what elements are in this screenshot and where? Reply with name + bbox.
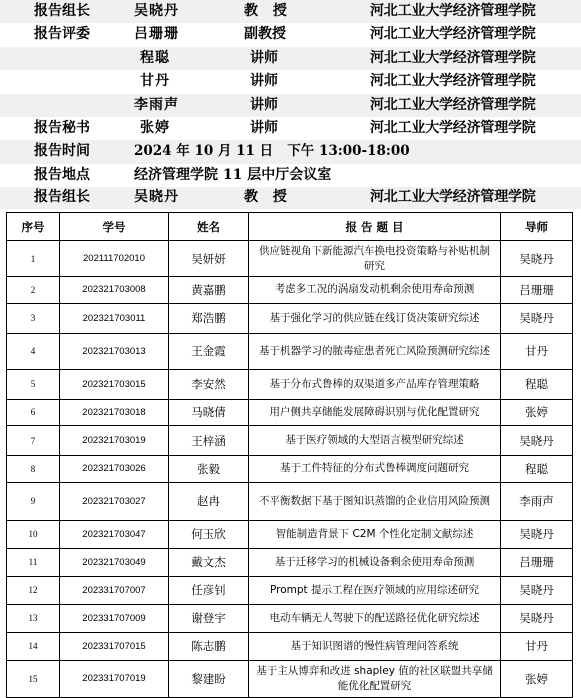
cell-advisor: 甘丹	[501, 333, 573, 369]
committee-name: 张婷	[140, 119, 170, 136]
cell-no: 7	[7, 426, 60, 456]
cell-name: 王梓涵	[169, 426, 249, 456]
table-row	[7, 482, 573, 520]
cell-name: 黎建盼	[169, 660, 249, 697]
committee-title: 副教授	[244, 26, 286, 43]
cell-name: 马晓倩	[169, 399, 249, 426]
committee-row	[0, 0, 581, 23]
committee-org: 河北工业大学经济管理学院	[370, 26, 536, 43]
committee-label: 报告秘书	[34, 119, 90, 136]
cell-name: 张毅	[169, 456, 249, 483]
table-row	[7, 303, 573, 333]
committee-org: 河北工业大学经济管理学院	[370, 119, 536, 136]
header-name: 姓名	[169, 213, 249, 241]
cell-name: 王金霞	[169, 333, 249, 369]
committee-org: 河北工业大学经济管理学院	[370, 73, 536, 90]
report-info-block	[0, 0, 581, 209]
cell-student-id: 202331707009	[60, 604, 169, 632]
cell-student-id: 202321703013	[60, 333, 169, 369]
cell-topic: 基于主从博弈和改进 shapley 值的社区联盟共享储能优化配置研究	[249, 660, 501, 697]
report-place-value: 经济管理学院 11 层中厅会议室	[134, 166, 332, 183]
committee-row	[0, 117, 581, 140]
committee-row	[0, 94, 581, 117]
table-row	[7, 426, 573, 456]
table-row	[7, 576, 573, 604]
cell-student-id: 202321703026	[60, 456, 169, 483]
cell-no: 14	[7, 632, 60, 660]
cell-name: 戴文杰	[169, 548, 249, 576]
header-advisor: 导师	[501, 213, 573, 241]
cell-name: 郑浩鹏	[169, 303, 249, 333]
committee-org: 河北工业大学经济管理学院	[370, 3, 536, 19]
cell-topic: 用户侧共享储能发展障碍识别与优化配置研究	[249, 399, 501, 426]
cell-name: 李安然	[169, 369, 249, 399]
cell-topic: 供应链视角下新能源汽车换电投资策略与补贴机制研究	[249, 241, 501, 277]
cell-name: 赵冉	[169, 482, 249, 520]
cell-no: 5	[7, 369, 60, 399]
cell-student-id: 202321703018	[60, 399, 169, 426]
header-student-id: 学号	[60, 213, 169, 241]
table-header-row	[7, 213, 573, 241]
cell-name: 何玉欣	[169, 520, 249, 548]
cell-no: 4	[7, 333, 60, 369]
cell-student-id: 202321703019	[60, 426, 169, 456]
cell-topic: 智能制造背景下 C2M 个性化定制文献综述	[249, 520, 501, 548]
cell-name: 黄嘉鹏	[169, 277, 249, 304]
table-row	[7, 277, 573, 304]
cell-no: 10	[7, 520, 60, 548]
committee-title: 讲师	[250, 119, 278, 136]
cell-no: 2	[7, 277, 60, 304]
cell-student-id: 202321703027	[60, 482, 169, 520]
cell-topic: 基于迁移学习的机械设备剩余使用寿命预测	[249, 548, 501, 576]
cell-student-id: 202331707015	[60, 632, 169, 660]
cell-advisor: 吴晓丹	[501, 426, 573, 456]
cell-topic: 基于机器学习的脓毒症患者死亡风险预测研究综述	[249, 333, 501, 369]
cell-advisor: 吴晓丹	[501, 576, 573, 604]
committee-row	[0, 23, 581, 46]
cell-no: 13	[7, 604, 60, 632]
committee-row	[0, 70, 581, 93]
cell-advisor: 吕珊珊	[501, 548, 573, 576]
table-row	[7, 548, 573, 576]
cell-no: 1	[7, 241, 60, 277]
cell-advisor: 吕珊珊	[501, 277, 573, 304]
committee-title: 讲师	[250, 49, 278, 66]
committee-row	[0, 187, 581, 209]
cell-name: 吴妍妍	[169, 241, 249, 277]
committee-org: 河北工业大学经济管理学院	[370, 189, 536, 206]
table-row	[7, 632, 573, 660]
committee-org: 河北工业大学经济管理学院	[370, 96, 536, 113]
cell-topic: 不平衡数据下基于图知识蒸馏的企业信用风险预测	[249, 482, 501, 520]
committee-name: 程聪	[140, 49, 170, 66]
committee-row	[0, 47, 581, 70]
header-no: 序号	[7, 213, 60, 241]
committee-title: 讲师	[250, 96, 278, 113]
cell-student-id: 202321703015	[60, 369, 169, 399]
committee-name: 吕珊珊	[134, 26, 179, 43]
table-row	[7, 369, 573, 399]
cell-topic: 考虑多工况的涡扇发动机剩余使用寿命预测	[249, 277, 501, 304]
cell-advisor: 张婷	[501, 399, 573, 426]
table-row	[7, 333, 573, 369]
cell-topic: Prompt 提示工程在医疗领域的应用综述研究	[249, 576, 501, 604]
cell-topic: 基于分布式鲁棒的双渠道多产品库存管理策略	[249, 369, 501, 399]
committee-name: 吴晓丹	[134, 3, 179, 19]
cell-advisor: 吴晓丹	[501, 241, 573, 277]
cell-topic: 基于医疗领域的大型语言模型研究综述	[249, 426, 501, 456]
committee-label: 报告组长	[34, 3, 90, 19]
cell-no: 9	[7, 482, 60, 520]
cell-no: 3	[7, 303, 60, 333]
cell-advisor: 程聪	[501, 456, 573, 483]
cell-student-id: 202321703008	[60, 277, 169, 304]
committee-title: 教 授	[244, 3, 287, 19]
cell-student-id: 202111702010	[60, 241, 169, 277]
committee-title: 讲师	[250, 73, 278, 90]
header-topic: 报 告 题 目	[249, 213, 501, 241]
cell-advisor: 程聪	[501, 369, 573, 399]
committee-name: 甘丹	[140, 73, 170, 90]
student-report-table	[6, 212, 573, 698]
table-row	[7, 604, 573, 632]
committee-name: 吴晓丹	[134, 189, 179, 206]
cell-no: 11	[7, 548, 60, 576]
cell-advisor: 吴晓丹	[501, 303, 573, 333]
cell-topic: 基于知识图谱的慢性病管理问答系统	[249, 632, 501, 660]
cell-student-id: 202331707019	[60, 660, 169, 697]
table-row	[7, 456, 573, 483]
cell-name: 谢登宇	[169, 604, 249, 632]
committee-title: 教 授	[244, 189, 287, 206]
table-row	[7, 399, 573, 426]
table-row	[7, 520, 573, 548]
cell-advisor: 甘丹	[501, 632, 573, 660]
cell-advisor: 吴晓丹	[501, 520, 573, 548]
student-report-table-wrap	[6, 212, 572, 698]
cell-topic: 基于工件特征的分布式鲁棒调度问题研究	[249, 456, 501, 483]
cell-student-id: 202321703047	[60, 520, 169, 548]
cell-name: 陈志鹏	[169, 632, 249, 660]
cell-no: 12	[7, 576, 60, 604]
committee-name: 李雨声	[134, 96, 179, 113]
cell-student-id: 202331707007	[60, 576, 169, 604]
table-row	[7, 660, 573, 697]
table-row	[7, 241, 573, 277]
cell-student-id: 202321703049	[60, 548, 169, 576]
cell-topic: 基于强化学习的供应链在线订货决策研究综述	[249, 303, 501, 333]
cell-no: 8	[7, 456, 60, 483]
report-time-label: 报告时间	[34, 143, 90, 160]
cell-student-id: 202321703011	[60, 303, 169, 333]
cell-name: 任彦钊	[169, 576, 249, 604]
cell-advisor: 吴晓丹	[501, 604, 573, 632]
report-time-value: 2024 年 10 月 11 日 下午 13:00-18:00	[134, 143, 410, 160]
cell-advisor: 张婷	[501, 660, 573, 697]
committee-label: 报告组长	[34, 189, 90, 206]
committee-org: 河北工业大学经济管理学院	[370, 49, 536, 66]
report-place-row	[0, 164, 581, 187]
committee-label: 报告评委	[34, 26, 90, 43]
cell-no: 15	[7, 660, 60, 697]
cell-topic: 电动车辆无人驾驶下的配送路径优化研究综述	[249, 604, 501, 632]
report-time-row	[0, 140, 581, 163]
report-place-label: 报告地点	[34, 166, 90, 183]
cell-advisor: 李雨声	[501, 482, 573, 520]
cell-no: 6	[7, 399, 60, 426]
